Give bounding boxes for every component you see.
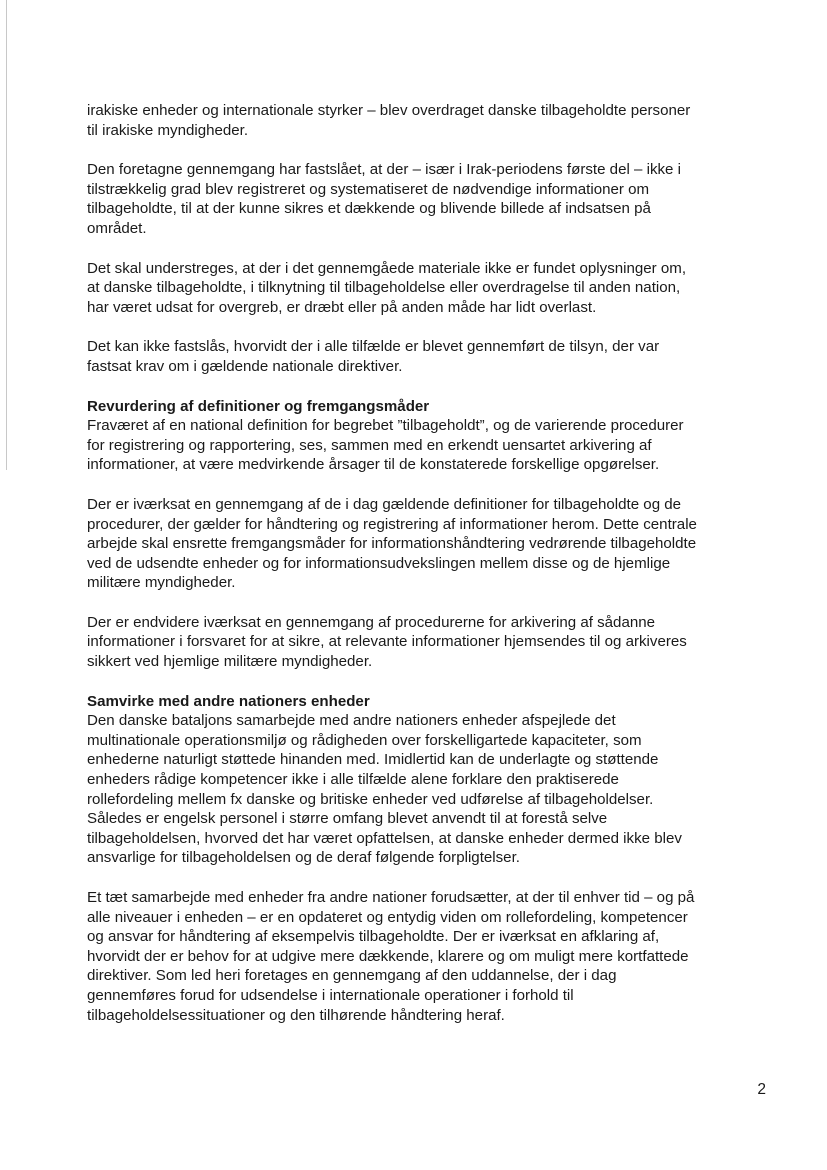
page-number: 2 [757,1081,766,1098]
text-line: for registrering og rapportering, ses, sammen med en erkendt uensartet arkivering af [87,436,652,454]
section-heading-cooperation: Samvirke med andre nationers enheder [87,692,370,710]
text-line: til irakiske myndigheder. [87,121,249,139]
text-line: gennemføres forud for udsendelse i internationale operationer i forhold til [87,986,574,1004]
text-line: Den foretagne gennemgang har fastslået, at der – især i Irak-periodens første del – ikke i [87,161,681,179]
paragraph-definitions-absence [87,416,777,475]
text-line: sikkert ved hjemlige militære myndigheder. [87,653,373,671]
scan-edge-line [6,0,7,470]
text-line: tilbageholdte, til at der kunne sikres et dækkende og blivende billede af indsatsen på [87,200,651,218]
paragraph-registration [87,160,777,238]
text-line: tilbageholdelsen, hvorved det har været opfattelsen, at danske enheder dermed ikke blev [87,829,682,847]
text-line: Et tæt samarbejde med enheder fra andre nationer forudsætter, at der til enhver tid – og på [87,889,695,906]
text-line: Det skal understreges, at der i det gennemgåede materiale ikke er fundet oplysninger om, [87,259,687,277]
paragraph-definitions-review [87,495,777,593]
text-line: tilbageholdelsessituationer og den tilhørende håndtering heraf. [87,1006,505,1024]
text-line: området. [87,219,147,237]
text-line: ansvarlige for tilbageholdelsen og de deraf følgende forpligtelser. [87,849,520,867]
intro-paragraph [87,101,777,140]
text-line: Fraværet af en national definition for begrebet ”tilbageholdt”, og de varierende procedurer [87,417,684,435]
text-line: militære myndigheder. [87,574,236,592]
text-line: hvorvidt der er behov for at udgive mere dækkende, klarere og om muligt mere kortfattede [87,947,689,965]
text-line: irakiske enheder og internationale styrker – blev overdraget danske tilbageholdte personer [87,102,691,119]
text-line: direktiver. Som led heri foretages en gennemgang af den uddannelse, der i dag [87,967,617,985]
document-page [87,101,777,1025]
text-line: at danske tilbageholdte, i tilknytning til tilbageholdelse eller overdragelse til anden nation, [87,279,681,297]
paragraph-no-abuse [87,259,777,318]
paragraph-inspections [87,337,777,376]
text-line: Den danske bataljons samarbejde med andre nationers enheder afspejlede det [87,712,616,730]
paragraph-archiving-review [87,613,777,672]
text-line: Der er iværksat en gennemgang af de i dag gældende definitioner for tilbageholdte og de [87,495,682,513]
text-line: enhederne naturligt støttede hinanden med. Imidlertid kan de underlagte og støttende [87,751,659,769]
text-line: informationer i forsvaret for at sikre, at relevante informationer hjemsendes til og arkiveres [87,633,687,651]
text-line: Der er endvidere iværksat en gennemgang af procedurerne for arkivering af sådanne [87,613,656,631]
text-line: rollefordeling mellem fx danske og britiske enheder ved udførelse af tilbageholdelser. [87,790,654,808]
section-heading-definitions: Revurdering af definitioner og fremgangsmåder [87,397,430,415]
text-line: arbejde skal ensrette fremgangsmåder for informationshåndtering vedrørende tilbageholdte [87,535,697,553]
text-line: Det kan ikke fastslås, hvorvidt der i alle tilfælde er blevet gennemført de tilsyn, der var [87,338,660,356]
text-line: og ansvar for håndtering af eksempelvis tilbageholdte. Der er iværksat en afklaring af, [87,928,660,946]
text-line: fastsat krav om i gældende nationale direktiver. [87,357,403,375]
text-line: multinationale operationsmiljø og rådigheden over forskelligartede kapaciteter, som [87,731,642,749]
text-line: procedurer, der gælder for håndtering og registrering af informationer herom. Dette centrale [87,515,697,533]
text-line: ved de udsendte enheder og for informationsudvekslingen mellem disse og de hjemlige [87,554,671,572]
text-line: tilstrækkelig grad blev registreret og systematiseret de nødvendige informationer om [87,180,650,198]
text-line: informationer, at være medvirkende årsager til de konstaterede forskellige opgørelser. [87,456,660,474]
text-line: alle niveauer i enheden – er en opdateret og entydig viden om rollefordeling, kompetencer [87,908,688,926]
paragraph-battalion-cooperation [87,711,777,868]
paragraph-close-cooperation [87,888,777,1025]
text-line: enheders rådige kompetencer ikke i alle tilfælde alene forklare den praktiserede [87,771,619,789]
text-line: har været udsat for overgreb, er dræbt eller på anden måde har lidt overlast. [87,298,597,316]
text-line: Således er engelsk personel i større omfang blevet anvendt til at forestå selve [87,810,608,828]
